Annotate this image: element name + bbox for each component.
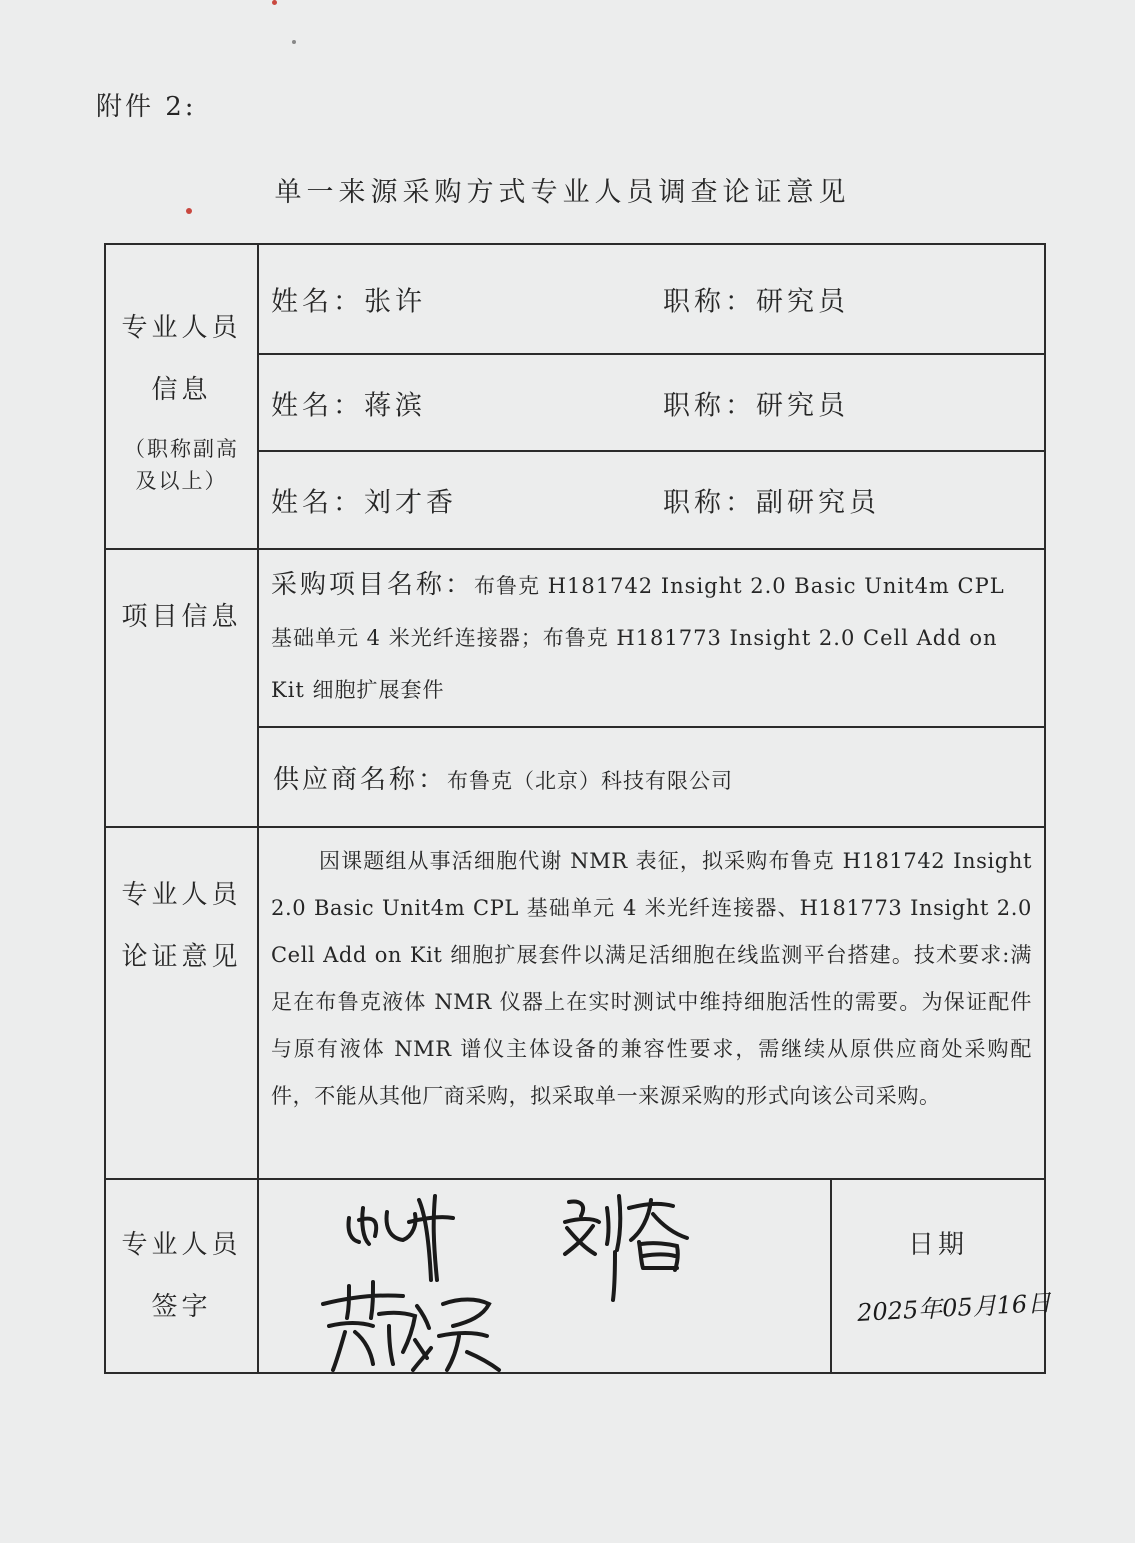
staff-row-2 — [258, 354, 1045, 451]
supplier-value: 布鲁克（北京）科技有限公司 — [447, 768, 734, 793]
signature-label — [105, 1179, 258, 1373]
handwritten-date — [853, 1287, 1052, 1327]
supplier-key: 供应商名称： — [273, 764, 448, 795]
signature-area — [258, 1179, 831, 1373]
form-table — [104, 243, 1052, 1374]
staff-info-label-line1: 专业人员 — [121, 312, 242, 343]
date-cell — [831, 1179, 1052, 1373]
project-name-value: 布鲁克 H181742 Insight 2.0 Basic Unit4m CPL 基础单元 4 米光纤连接器；布鲁克 H181773 Insight 2.0 Cell Add on Kit 细胞扩展套件 — [271, 574, 1005, 702]
supplier-cell — [258, 727, 1045, 827]
project-name-key: 采购项目名称： — [271, 570, 475, 600]
staff-title: 职称：研究员 — [663, 286, 849, 318]
opinion-text: 因课题组从事活细胞代谢 NMR 表征，拟采购布鲁克 H181742 Insight 2.0 Basic Unit4m CPL 基础单元 4 米光纤连接器、H181773 Insight 2.0 Cell Add on Kit 细胞扩展套件以满足活细胞在线监测平台搭建。技术要求:满足在布鲁克液体 NMR 仪器上在实时测试中维持细胞活性的需要。为保证配件与原有液体 NMR 谱仪主体设备的兼容性要求，需继续从原供应商处采购配件，不能从其他厂商采购，拟采取单一来源采购的形式向该公司采购。 — [258, 827, 1045, 1179]
attachment-label: 附件 2: — [96, 92, 197, 122]
staff-info-label — [105, 244, 258, 549]
signature-label-line1: 专业人员 — [121, 1230, 242, 1260]
ink-speck — [272, 0, 277, 5]
staff-name: 姓名：刘才香 — [271, 487, 457, 519]
staff-name: 姓名：张许 — [271, 286, 426, 318]
staff-info-label-line2: 信息 — [151, 374, 212, 405]
date-label: 日期 — [907, 1230, 968, 1260]
staff-row-1 — [258, 244, 1045, 354]
project-info-label: 项目信息 — [105, 549, 258, 827]
svg-text:2025年05月16日: 2025年05月16日 — [856, 1288, 1052, 1327]
handwritten-signature — [559, 1188, 699, 1308]
staff-title: 职称：副研究员 — [663, 487, 880, 519]
document-title: 单一来源采购方式专业人员调查论证意见 — [274, 177, 851, 208]
staff-title: 职称：研究员 — [663, 390, 849, 421]
opinion-label-line2: 论证意见 — [121, 942, 242, 972]
opinion-label-line1: 专业人员 — [121, 880, 242, 910]
staff-info-label-note: （职称副高 及以上） — [124, 436, 239, 493]
signature-label-line2: 签字 — [151, 1292, 212, 1322]
ink-speck — [186, 208, 192, 214]
staff-row-3 — [258, 451, 1045, 549]
handwritten-signature — [319, 1266, 519, 1376]
project-name-cell — [258, 549, 1045, 727]
opinion-label — [105, 827, 258, 1179]
staff-name: 姓名：蒋滨 — [271, 390, 426, 421]
ink-speck — [292, 40, 296, 44]
